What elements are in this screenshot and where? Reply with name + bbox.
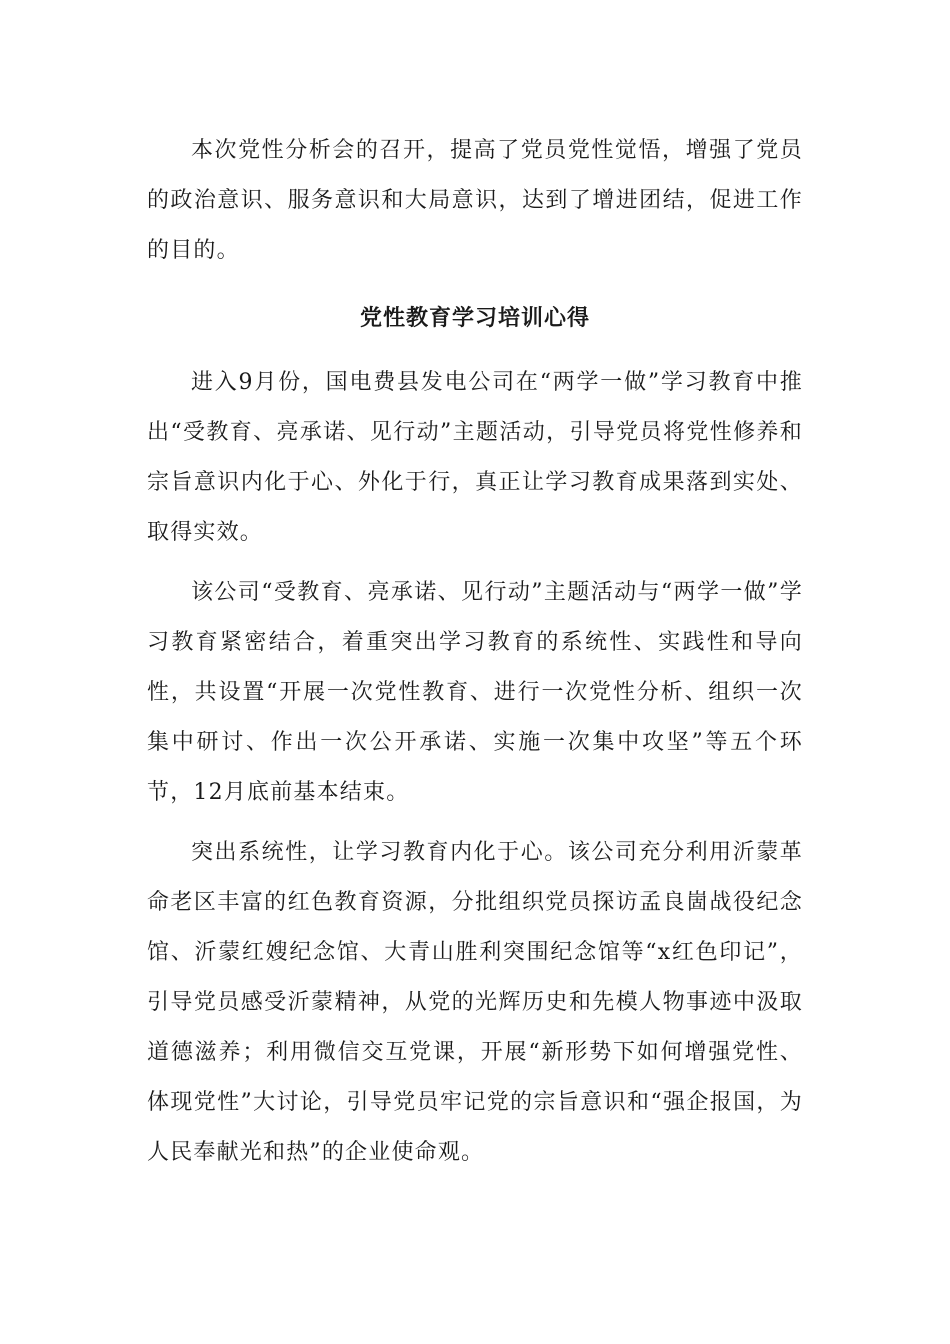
document-title: 党性教育学习培训心得 xyxy=(359,306,590,331)
document-body xyxy=(147,126,803,1188)
body-paragraph-1: 进入9月份，国电费县发电公司在“两学一做”学习教育中推出“受教育、亮承诺、见行动”主题活动，引导党员将党性修养和宗旨意识内化于心、外化于行，真正让学习教育成果落到实处、取得实效。 xyxy=(147,370,803,545)
body-paragraph-3: 突出系统性，让学习教育内化于心。该公司充分利用沂蒙革命老区丰富的红色教育资源，分批组织党员探访孟良崮战役纪念馆、沂蒙红嫂纪念馆、大青山胜利突围纪念馆等“x红色印记”，引导党员感受沂蒙精神，从党的光辉历史和先模人物事迹中汲取道德滋养；利用微信交互党课，开展“新形势下如何增强党性、体现党性”大讨论，引导党员牢记党的宗旨意识和“强企报国，为人民奉献光和热”的企业使命观。 xyxy=(147,840,803,1165)
body-paragraph-2: 该公司“受教育、亮承诺、见行动”主题活动与“两学一做”学习教育紧密结合，着重突出学习教育的系统性、实践性和导向性，共设置“开展一次党性教育、进行一次党性分析、组织一次集中研讨、作出一次公开承诺、实施一次集中攻坚”等五个环节，12月底前基本结束。 xyxy=(147,580,803,805)
intro-paragraph: 本次党性分析会的召开，提高了党员党性觉悟，增强了党员的政治意识、服务意识和大局意识，达到了增进团结，促进工作的目的。 xyxy=(147,138,803,263)
